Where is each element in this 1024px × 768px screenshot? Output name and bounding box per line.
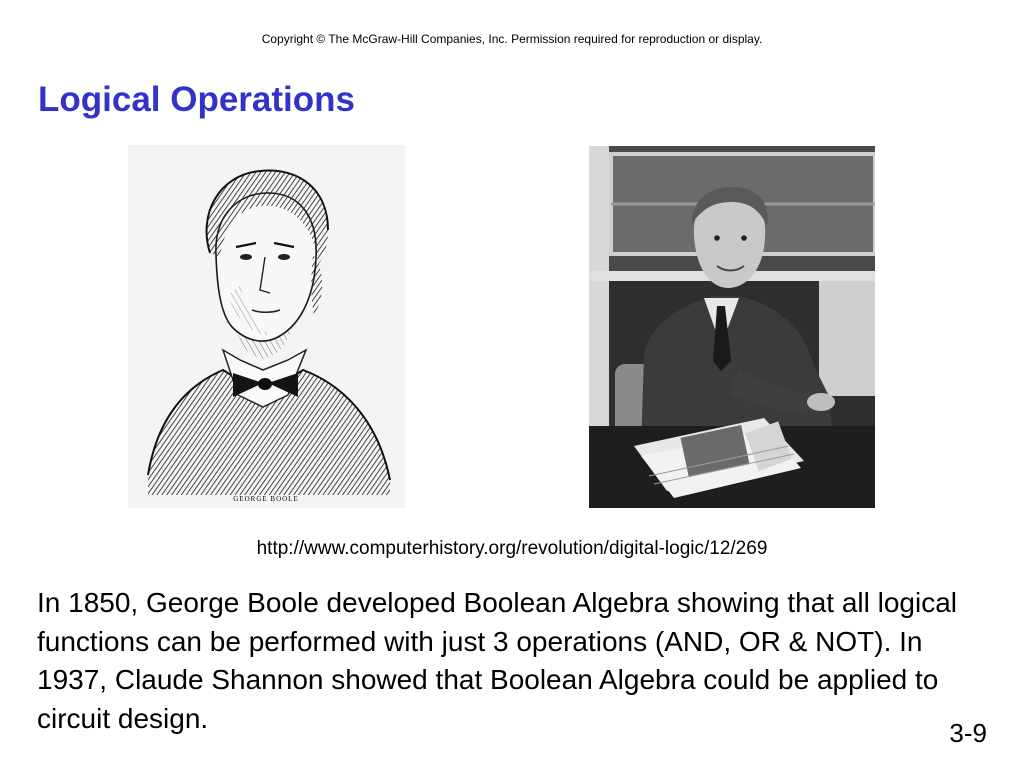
body-paragraph: In 1850, George Boole developed Boolean Algebra showing that all logical functions can be performed with just 3 operations (AND, OR & NOT). In 1937, Claude Shannon showed that Boolean Algebra could be applied to circuit design.	[37, 587, 957, 734]
portrait-caption: GEORGE BOOLE	[233, 495, 299, 503]
copyright-notice: Copyright © The McGraw-Hill Companies, Inc. Permission required for reproduction or display.	[261, 32, 763, 46]
portrait-engraving-image	[128, 145, 405, 508]
slide-title: Logical Operations	[38, 80, 355, 119]
portrait-photo-image	[589, 146, 875, 508]
source-url-link[interactable]: http://www.computerhistory.org/revolution/digital-logic/12/269	[256, 538, 768, 559]
slide-number: 3-9	[949, 718, 987, 748]
